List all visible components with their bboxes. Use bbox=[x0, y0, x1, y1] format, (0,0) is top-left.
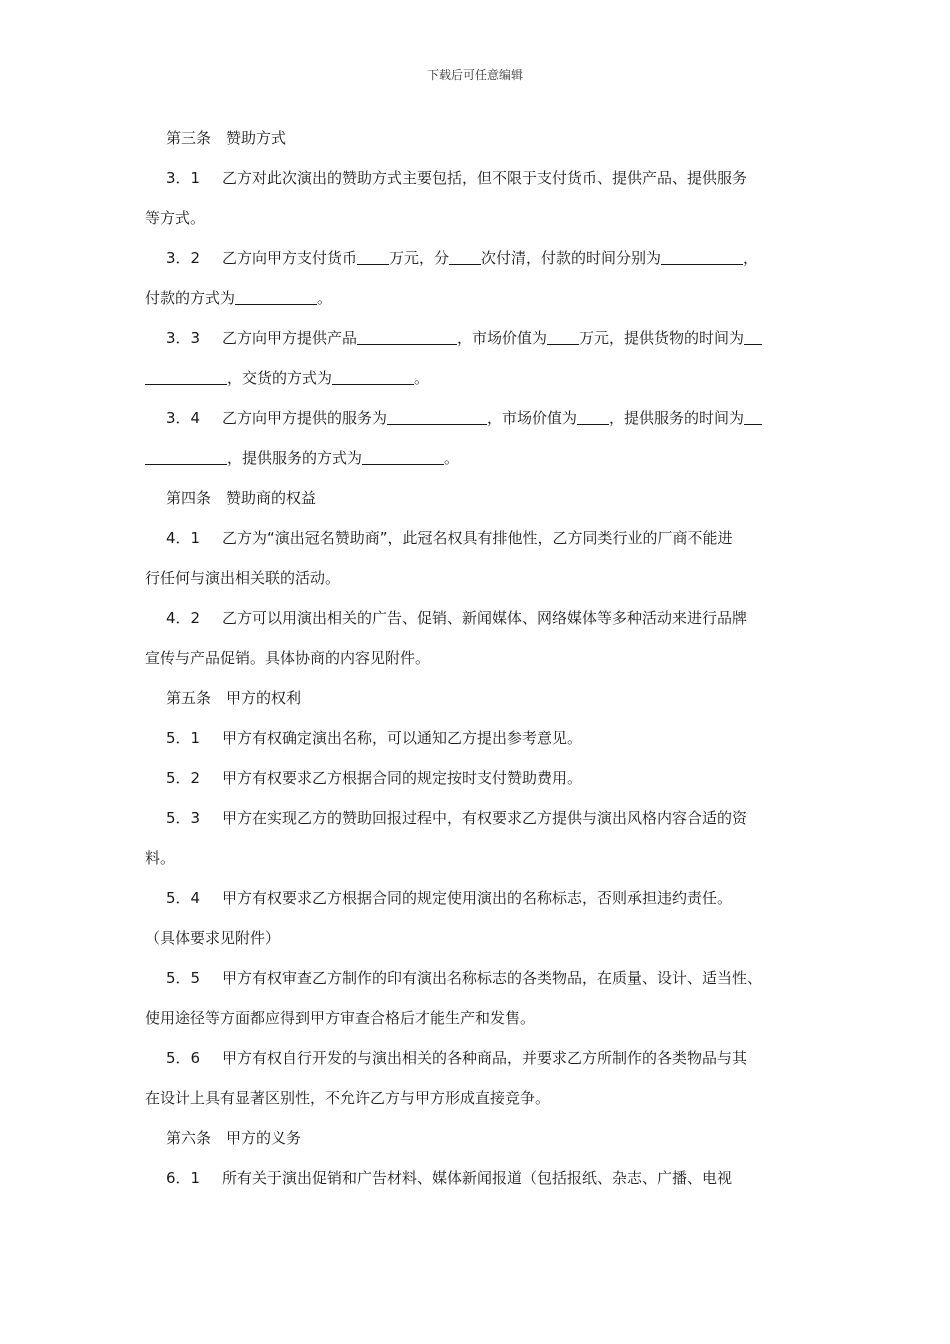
clause-text: 万元，分 bbox=[389, 249, 450, 267]
blank-field[interactable] bbox=[357, 326, 457, 345]
blank-field[interactable] bbox=[235, 286, 317, 305]
clause-text: 付款的方式为 bbox=[145, 289, 236, 307]
clause-number: 3．4 bbox=[166, 409, 201, 427]
clause-5-6-cont: 在设计上具有显著区别性，不允许乙方与甲方形成直接竞争。 bbox=[145, 1089, 551, 1107]
clause-5-3 bbox=[145, 798, 825, 838]
clause-5-4-cont: （具体要求见附件） bbox=[145, 929, 281, 947]
clause-text: 甲方在实现乙方的赞助回报过程中，有权要求乙方提供与演出风格内容合适的资 bbox=[222, 809, 748, 827]
clause-6-1 bbox=[145, 1158, 825, 1198]
clause-4-1-cont: 行任何与演出相关联的活动。 bbox=[145, 569, 341, 587]
clause-text: 次付清，付款的时间分别为 bbox=[481, 249, 662, 267]
clause-3-2-cont bbox=[145, 278, 825, 318]
clause-text: 乙方为“演出冠名赞助商”，此冠名权具有排他性，乙方同类行业的厂商不能进 bbox=[222, 529, 733, 547]
clause-5-2 bbox=[145, 758, 825, 798]
clause-text: 。 bbox=[444, 449, 460, 467]
clause-text: 。 bbox=[414, 369, 430, 387]
clause-5-6 bbox=[145, 1038, 825, 1078]
clause-number: 3．2 bbox=[166, 249, 201, 267]
clause-text: 乙方向甲方提供的服务为 bbox=[222, 409, 388, 427]
clause-text: 乙方向甲方提供产品 bbox=[222, 329, 358, 347]
clause-number: 3．3 bbox=[166, 329, 201, 347]
clause-number: 5．4 bbox=[166, 889, 201, 907]
blank-field[interactable] bbox=[362, 446, 444, 465]
clause-4-2-cont: 宣传与产品促销。具体协商的内容见附件。 bbox=[145, 649, 431, 667]
article-6-title: 第六条 甲方的义务 bbox=[166, 1129, 302, 1147]
clause-text: ， bbox=[743, 249, 759, 267]
clause-3-3 bbox=[145, 318, 825, 358]
clause-text: ，交货的方式为 bbox=[227, 369, 333, 387]
clause-text: 甲方有权要求乙方根据合同的规定按时支付赞助费用。 bbox=[222, 769, 583, 787]
clause-text: 乙方对此次演出的赞助方式主要包括，但不限于支付货币、提供产品、提供服务 bbox=[222, 169, 748, 187]
clause-3-1-cont: 等方式。 bbox=[145, 209, 206, 227]
clause-text: 甲方有权确定演出名称，可以通知乙方提出参考意见。 bbox=[222, 729, 583, 747]
clause-number: 4．1 bbox=[166, 529, 201, 547]
clause-text: 所有关于演出促销和广告材料、媒体新闻报道（包括报纸、杂志、广播、电视 bbox=[222, 1169, 733, 1187]
clause-text: 甲方有权自行开发的与演出相关的各种商品，并要求乙方所制作的各类物品与其 bbox=[222, 1049, 748, 1067]
clause-3-3-cont bbox=[145, 358, 825, 398]
clause-number: 6．1 bbox=[166, 1169, 201, 1187]
article-5-title: 第五条 甲方的权利 bbox=[166, 689, 302, 707]
clause-4-2 bbox=[145, 598, 825, 638]
clause-number: 5．3 bbox=[166, 809, 201, 827]
clause-text: ，市场价值为 bbox=[487, 409, 578, 427]
blank-field[interactable] bbox=[449, 246, 481, 265]
clause-number: 3．1 bbox=[166, 169, 201, 187]
blank-field[interactable] bbox=[357, 246, 389, 265]
clause-5-1 bbox=[145, 718, 825, 758]
blank-field[interactable] bbox=[145, 366, 227, 385]
clause-number: 5．2 bbox=[166, 769, 201, 787]
blank-field[interactable] bbox=[387, 406, 487, 425]
clause-number: 5．5 bbox=[166, 969, 201, 987]
clause-text: ，提供服务的方式为 bbox=[227, 449, 363, 467]
clause-3-4-cont bbox=[145, 438, 825, 478]
clause-text: 万元，提供货物的时间为 bbox=[579, 329, 745, 347]
clause-text: 乙方向甲方支付货币 bbox=[222, 249, 358, 267]
clause-3-4 bbox=[145, 398, 825, 438]
clause-number: 5．6 bbox=[166, 1049, 201, 1067]
clause-text: 甲方有权审查乙方制作的印有演出名称标志的各类物品，在质量、设计、适当性、 bbox=[222, 969, 763, 987]
page-header: 下载后可任意编辑 bbox=[426, 68, 523, 82]
clause-3-2 bbox=[145, 238, 825, 278]
clause-number: 4．2 bbox=[166, 609, 201, 627]
clause-text: 甲方有权要求乙方根据合同的规定使用演出的名称标志，否则承担违约责任。 bbox=[222, 889, 733, 907]
clause-number: 5．1 bbox=[166, 729, 201, 747]
clause-5-4 bbox=[145, 878, 825, 918]
clause-4-1 bbox=[145, 518, 825, 558]
clause-text: 。 bbox=[317, 289, 333, 307]
clause-5-5-cont: 使用途径等方面都应得到甲方审查合格后才能生产和发售。 bbox=[145, 1009, 536, 1027]
blank-field[interactable] bbox=[744, 406, 762, 425]
article-4-title: 第四条 赞助商的权益 bbox=[166, 489, 317, 507]
clause-text: 乙方可以用演出相关的广告、促销、新闻媒体、网络媒体等多种活动来进行品牌 bbox=[222, 609, 748, 627]
blank-field[interactable] bbox=[332, 366, 414, 385]
clause-text: ，市场价值为 bbox=[457, 329, 548, 347]
blank-field[interactable] bbox=[547, 326, 579, 345]
clause-5-3-cont: 料。 bbox=[145, 849, 176, 867]
article-3-title: 第三条 赞助方式 bbox=[166, 129, 287, 147]
blank-field[interactable] bbox=[661, 246, 743, 265]
contract-body bbox=[145, 118, 825, 1198]
clause-text: ，提供服务的时间为 bbox=[609, 409, 745, 427]
blank-field[interactable] bbox=[577, 406, 609, 425]
clause-5-5 bbox=[145, 958, 825, 998]
blank-field[interactable] bbox=[744, 326, 762, 345]
clause-3-1 bbox=[145, 158, 825, 198]
blank-field[interactable] bbox=[145, 446, 227, 465]
